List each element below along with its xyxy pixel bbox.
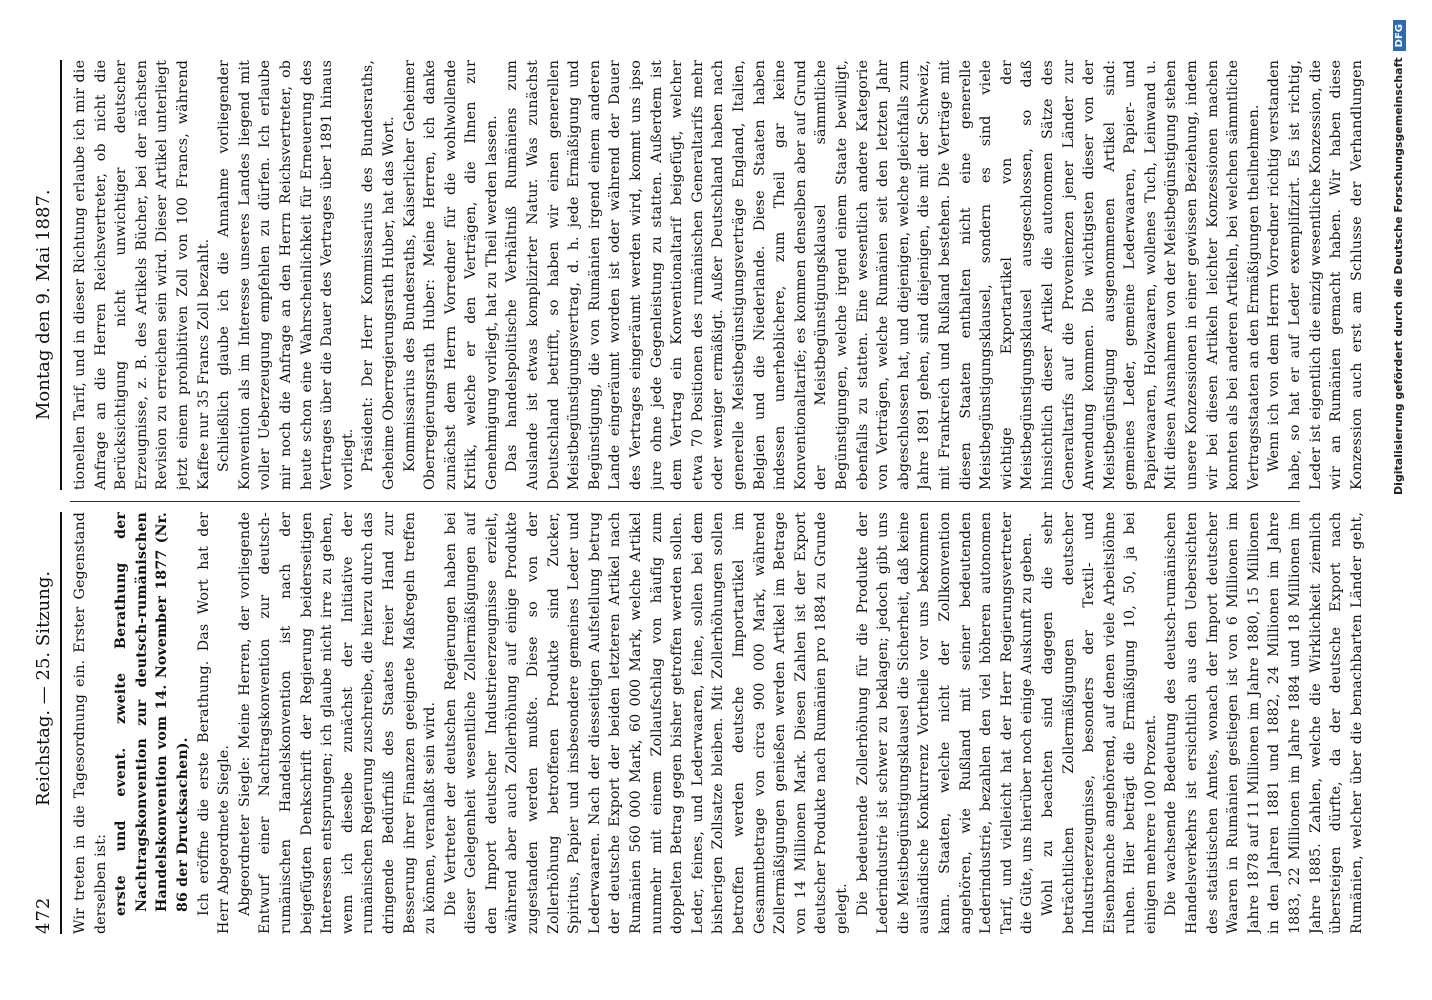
- column-divider: [70, 501, 1300, 502]
- paragraph: Schließlich glaube ich die Annahme vorliegender Konvention als im Interesse unseres Landes liegend mit voller Ueberzeugung empfehlen zu dürfen. Ich erlaube mir noch die Anfrage an den Herrn Reichsvertreter, ob heute schon eine Wahrscheinlichkeit für Erneuerung des Vertrages über die Dauer des Vertrages über 1891 hinaus vorliegt.: [216, 60, 356, 490]
- digitization-text: Digitalisierung gefördert durch die Deutsche Forschungsgemeinschaft: [1392, 57, 1405, 496]
- agenda-item: erste und event. zweite Berathung der Nachtragskonvention zur deutsch-rumänischen Handelskonvention vom 14. November 1877 (Nr. 86 der Drucksachen).: [113, 512, 191, 916]
- dfg-logo: DFG: [1393, 20, 1406, 51]
- president-remark: Präsident: Der Herr Kommissarius des Bundesraths, Geheime Oberregierungsrath Huber, hat das Wort.: [360, 60, 397, 490]
- paragraph: Ich eröffne die erste Berathung. Das Wort hat der Herr Abgeordnete Siegle.: [195, 512, 233, 934]
- paragraph: Das handelspolitische Verhältniß Rumäniens zum Auslande ist etwas komplizirter Natur. Was zunächst Deutschland betrifft, so haben wir einen generellen Meistbegünstigungsvertrag, d. h. jede Ermäßigung und Begünstigung, die von Rumänien irgend einem anderen Lande eingeräumt worden ist oder während der Dauer des Vertrages eingeräumt werden wird, kommt uns ipso jure ohne jede Gegenleistung zu statten. Außerdem ist dem Vertrag ein Konventionaltarif beigefügt, welcher etwa 70 Positionen des rumänischen Generaltarifs mehr oder weniger ermäßigt. Außer Deutschland haben nach generelle Meistbegünstigungsverträge England, Italien, Belgien und die Niederlande. Diese Staaten haben indessen unerheblichere, zum Theil gar keine Konventionaltarife; es kommen denselben aber auf Grund der Meistbegünstigungsklausel sämmtliche Begünstigungen, welche irgend einem Staate bewilligt, ebenfalls zu statten. Eine wesentlich andere Kategorie von Verträgen, welche Rumänien seit den letzten Jahr abgeschlossen hat, und diejenigen, welche gleichfalls zum Jahre 1891 gehen, sind diejenigen, die mit der Schweiz, mit Frankreich und Rußland bestehen. Die Verträge mit diesen Staaten enthalten nicht eine generelle Meistbegünstigungsklausel, sondern es sind viele wichtige Exportartikel von der Meistbegünstigungsklausel ausgeschlossen, so daß hinsichtlich dieser Artikel die autonomen Sätze des Generaltarifs auf die Provenienzen jener Länder zur Anwendung kommen. Die wichtigsten dieser von der Meistbegünstigung ausgenommenen Artikel sind: gemeines Leder, gemeine Lederwaaren, Papier- und Papierwaaren, Holzwaaren, wollenes Tuch, Leinwand u. Mit diesen Ausnahmen von der Meistbegünstigung stehen unsere Konzessionen in einer gewissen Beziehung, indem wir bei diesen Artikeln leichter Konzessionen machen konnten als bei anderen Artikeln, bei welchen sämmtliche Vertragsstaaten an den Ermäßigungen theilnehmen.: [504, 60, 1262, 490]
- paragraph: tionellen Tarif, und in dieser Richtung erlaube ich mir die Anfrage an die Herren Reichsvertreter, ob nicht die Berücksichtigung nicht unwichtiger deutscher Erzeugnisse, z. B. des Artikels Bücher, bei der nächsten Revision zu erreichen sein wird. Dieser Artikel unterliegt jetzt einem prohibitiven Zoll von 100 Francs, während Kaffee nur 35 Francs Zoll bezahlt.: [72, 60, 212, 490]
- left-column: [70, 512, 1370, 934]
- header-right: [20, 60, 62, 490]
- paragraph: Wohl zu beachten sind dagegen die sehr beträchtlichen Zollermäßigungen deutscher Industrieerzeugnisse, besonders der Textil- und Eisenbranche angehörend, auf denen viele Arbeitslöhne ruhen. Hier beträgt die Ermäßigung 10, 50, ja bei einigen mehrere 100 Prozent.: [1039, 512, 1159, 934]
- paragraph: Die wachsende Bedeutung des deutsch-rumänischen Handelsverkehrs ist ersichtlich aus den Uebersichten des statistischen Amtes, wonach der Import deutscher Waaren in Rumänien gestiegen ist von 6 Millionen im Jahre 1878 auf 11 Millionen im Jahre 1880, 15 Millionen in den Jahren 1881 und 1882, 24 Millionen im Jahre 1883, 22 Millionen im Jahre 1884 und 18 Millionen im Jahre 1885. Zahlen, welche die Wirklichkeit ziemlich übersteigen dürfte, da der deutsche Export nach Rumänien, welcher über die benachbarten Länder geht,: [1163, 512, 1365, 934]
- header-right-title: Montag den 9. Mai 1887.: [33, 189, 54, 420]
- digitization-note: [1392, 20, 1406, 800]
- header-left: [20, 512, 62, 934]
- paragraph: Wir treten in die Tagesordnung ein. Erster Gegenstand derselben ist:: [72, 512, 109, 934]
- paragraph: Wenn ich von dem Herrn Vorredner richtig verstanden habe, so hat er auf Leder exemplifizirt. Es ist richtig, Leder ist eigentlich die einzig wesentliche Konzession, die wir an Rumänien gemacht haben. Wir haben diese Konzession auch erst am Schlusse der Verhandlungen: [1266, 60, 1365, 490]
- paragraph: Die bedeutende Zollerhöhung für die Produkte der Lederindustrie ist schwer zu beklagen; jedoch gibt uns die Meistbegünstigungsklausel die Sicherheit, daß keine ausländische Konkurrenz Vortheile vor uns bekommen kann. Staaten, welche nicht der Zollkonvention angehören, wie Rußland mit seiner bedeutenden Lederindustrie, bezahlen den viel höheren autonomen Tarif, und vielleicht hat der Herr Regierungsvertreter die Güte, uns hierüber noch einige Auskunft zu geben.: [854, 512, 1036, 934]
- right-column: [70, 60, 1370, 490]
- paragraph: Die Vertreter der deutschen Regierungen haben bei dieser Gelegenheit wesentliche Zollermäßigungen auf den Import deutscher Industrieerzeugnisse erzielt, während aber auch Zollerhöhung auf einige Produkte zugestanden werden mußte. Diese so von der Zollerhöhung betroffenen Produkte sind Zucker, Spiritus, Papier und insbesondere gemeines Leder und Lederwaaren. Nach der diesseitigen Aufstellung betrug der deutsche Export der beiden letzteren Artikel nach Rumänien 560 000 Mark, 60 000 Mark, welche Artikel nunmehr mit einem Zollaufschlag von häufig zum doppelten Betrag gegen bisher getroffen werden sollen. Leder, feines, und Lederwaaren, feine, sollen bei dem bisherigen Zollsatze bleiben. Mit Zollerhöhungen sollen betroffen werden deutsche Importartikel im Gesammtbetrage von circa 900 000 Mark, während Zollermäßigungen genießen werden Artikel im Betrage von 14 Millionen Mark. Diesen Zahlen ist der Export deutscher Produkte nach Rumänien pro 1884 zu Grunde gelegt.: [442, 512, 850, 934]
- page-number: 472: [33, 896, 54, 934]
- speech-huber: Kommissarius des Bundesraths, Kaiserlicher Geheimer Oberregierungsrath Huber: Meine Herren, ich danke zunächst dem Herrn Vorredner für die wohlwollende Kritik, welche er den Verträgen, die Ihnen zur Genehmigung vorliegt, hat zu Theil werden lassen.: [401, 60, 500, 490]
- header-left-title: Reichstag. — 25. Sitzung.: [33, 570, 54, 806]
- speech-siegle: Abgeordneter Siegle: Meine Herren, der vorliegende Entwurf einer Nachtragskonvention zur deutsch-rumänischen Handelskonvention ist nach der beigefügten Denkschrift der Regierung beiderseitigen Interessen entsprungen; ich glaube nicht irre zu gehen, wenn ich dieselbe zunächst der Initiative der rumänischen Regierung zuschreibe, die hierzu durch das dringende Bedürfniß des Staates freier Hand zur Besserung ihrer Finanzen geeignete Maßregeln treffen zu können, veranlaßt sein wird.: [236, 512, 439, 934]
